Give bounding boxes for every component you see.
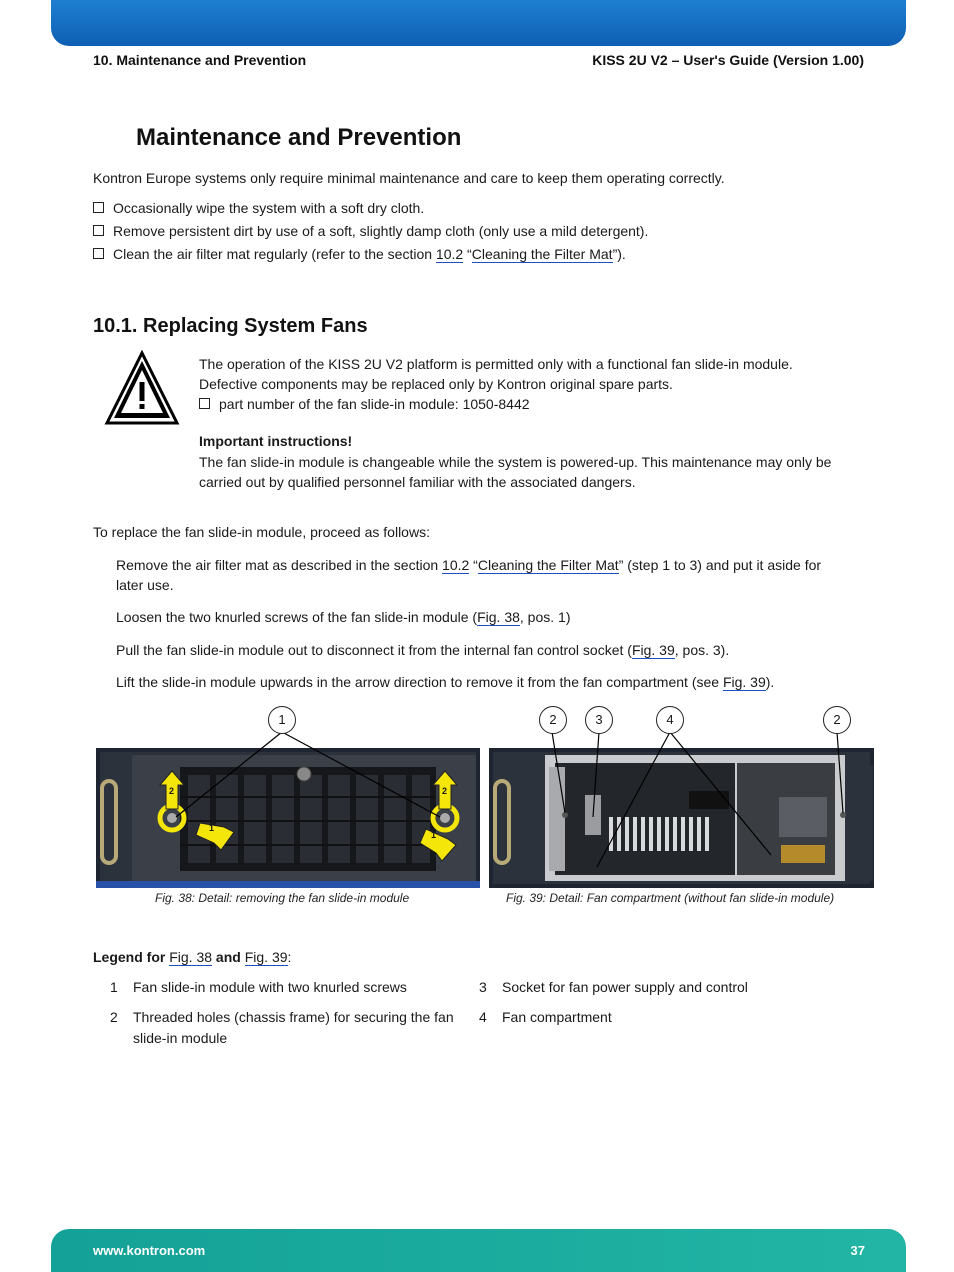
list-item <box>93 221 648 241</box>
header-chapter: 10. Maintenance and Prevention <box>93 52 307 68</box>
arrow-label: 1 <box>431 830 437 840</box>
important-text: carried out by qualified personnel familiar with the associated dangers. <box>199 474 636 490</box>
step-text: Remove the air filter mat as described in the section 10.2 “Cleaning the Filter Mat” (step 1 to 3) and put it aside for <box>116 557 822 573</box>
section-link[interactable]: 10.2 <box>435 246 464 262</box>
legend-number: 2 <box>110 1009 118 1025</box>
section-link[interactable]: Cleaning the Filter Mat <box>471 246 613 262</box>
figure-38-caption: Fig. 38: Detail: removing the fan slide-in module <box>155 891 410 905</box>
list-item-text: ”). <box>612 246 626 262</box>
step-text: Pull the fan slide-in module out to disconnect it from the internal fan control socket (Fig. 39, pos. 3). <box>116 642 730 658</box>
list-item <box>93 244 626 264</box>
figure-callout: 2 <box>539 706 567 734</box>
arrow-label: 2 <box>169 786 175 796</box>
step-text: Lift the slide-in module upwards in the arrow direction to remove it from the fan compartment (see Fig. 39). <box>116 674 775 690</box>
figure-38-image <box>96 705 484 890</box>
legend-number: 3 <box>479 979 487 995</box>
list-item-text: Clean the air filter mat regularly (refer to the section <box>113 246 436 262</box>
legend-text: Threaded holes (chassis frame) for securing the fan <box>133 1009 454 1025</box>
legend-text: Fan slide-in module with two knurled screws <box>133 979 407 995</box>
legend-text: slide-in module <box>133 1030 228 1046</box>
checkbox-bullet-icon <box>93 202 104 213</box>
arrow-label: 1 <box>209 823 215 833</box>
legend-heading: Legend for Fig. 38 and Fig. 39: <box>93 949 292 965</box>
checkbox-bullet-icon <box>199 398 210 409</box>
important-text: The fan slide-in module is changeable while the system is powered-up. This maintenance may only be <box>199 454 832 470</box>
warning-line: The operation of the KISS 2U V2 platform is permitted only with a functional fan slide-in module. <box>199 356 793 372</box>
figure-link[interactable]: Fig. 39 <box>244 949 288 965</box>
figure-callout: 3 <box>585 706 613 734</box>
step-text: later use. <box>116 577 174 593</box>
figure-39-caption: Fig. 39: Detail: Fan compartment (without fan slide-in module) <box>506 891 835 905</box>
list-item-text: “ <box>463 246 472 262</box>
page-number: 37 <box>850 1243 865 1258</box>
figure-link[interactable]: Fig. 39 <box>722 674 766 690</box>
section-link[interactable]: 10.2 <box>442 557 470 573</box>
figure-link[interactable]: Fig. 38 <box>477 609 520 625</box>
page-title: Maintenance and Prevention <box>136 124 462 151</box>
list-item-text: Remove persistent dirt by use of a soft, slightly damp cloth (only use a mild detergent). <box>113 223 649 239</box>
figure-link[interactable]: Fig. 38 <box>169 949 213 965</box>
figure-link[interactable]: Fig. 39 <box>631 642 675 658</box>
footer-url[interactable]: www.kontron.com <box>93 1243 206 1258</box>
procedure-intro: To replace the fan slide-in module, proceed as follows: <box>93 524 430 540</box>
figure-callout: 2 <box>823 706 851 734</box>
legend-text: Socket for fan power supply and control <box>502 979 748 995</box>
figure-callout: 1 <box>268 706 296 734</box>
important-title: Important instructions! <box>199 433 353 449</box>
warning-line: Defective components may be replaced only by Kontron original spare parts. <box>199 376 673 392</box>
arrow-label: 2 <box>442 786 448 796</box>
header-guide-title: KISS 2U V2 – User's Guide (Version 1.00) <box>592 52 864 68</box>
header-bar <box>51 0 906 46</box>
list-item-text: part number of the fan slide-in module: 1050-8442 <box>219 396 530 412</box>
figure-callout: 4 <box>656 706 684 734</box>
list-item-text: Occasionally wipe the system with a soft dry cloth. <box>113 200 425 216</box>
legend-number: 4 <box>479 1009 487 1025</box>
intro-paragraph: Kontron Europe systems only require minimal maintenance and care to keep them operating correctly. <box>93 170 725 186</box>
checkbox-bullet-icon <box>93 225 104 236</box>
section-link[interactable]: Cleaning the Filter Mat <box>477 557 619 573</box>
step-text: Loosen the two knurled screws of the fan slide-in module (Fig. 38, pos. 1) <box>116 609 571 625</box>
legend-text: Fan compartment <box>502 1009 612 1025</box>
warning-icon <box>104 350 180 426</box>
section-heading: 10.1. Replacing System Fans <box>93 315 368 337</box>
legend-number: 1 <box>110 979 118 995</box>
list-item <box>93 198 424 218</box>
warning-bullet <box>199 394 530 414</box>
checkbox-bullet-icon <box>93 248 104 259</box>
